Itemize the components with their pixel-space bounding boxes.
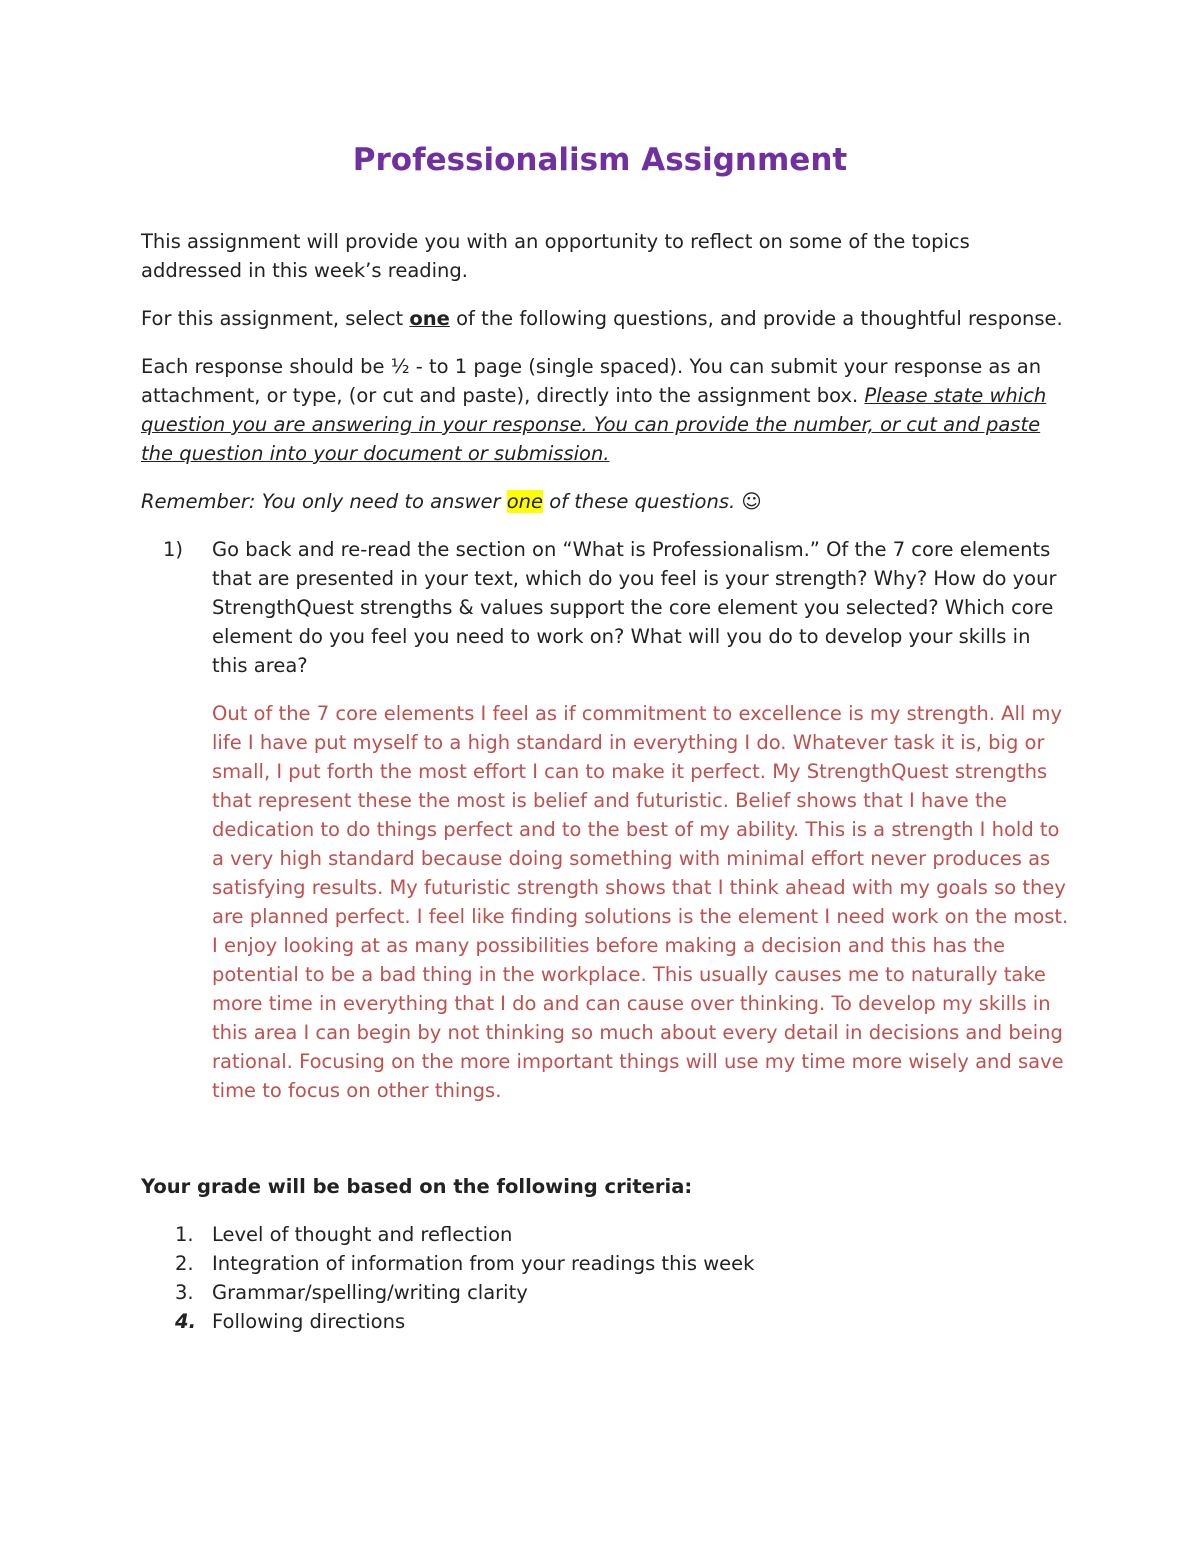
select-text-after: of the following questions, and provide a thoughtful response. xyxy=(449,307,1063,330)
criteria-item xyxy=(141,1278,1071,1307)
page-title: Professionalism Assignment xyxy=(352,142,848,178)
remember-paragraph xyxy=(141,487,1071,516)
document-body xyxy=(141,227,1071,1336)
question-item xyxy=(141,535,1071,680)
remember-highlight: one xyxy=(506,490,544,513)
length-text: Each response should be ½ - to 1 page (single spaced). You can submit your response as an attachment, or type, (or cut and paste), directly into the assignment box. xyxy=(141,355,1042,407)
criteria-number: 4. xyxy=(175,1310,196,1333)
criteria-number: 1. xyxy=(175,1223,194,1246)
criteria-text: Integration of information from your readings this week xyxy=(212,1252,755,1275)
length-instruction: Please state which question you are answering in your response. You can provide the number, or cut and paste the question into your document or submission. xyxy=(141,384,1047,465)
criteria-number: 2. xyxy=(175,1252,194,1275)
select-paragraph xyxy=(141,304,1071,333)
question-list xyxy=(141,535,1071,680)
question-number: 1) xyxy=(163,538,184,561)
criteria-item xyxy=(141,1249,1071,1278)
answer-paragraph: Out of the 7 core elements I feel as if commitment to excellence is my strength. All my life I have put myself to a high standard in everything I do. Whatever task it is, big or small, I put forth the most effort I can to make it perfect. My StrengthQuest strengths that represent these the most is belief and futuristic. Belief shows that I have the dedication to do things perfect and to the best of my ability. This is a strength I hold to a very high standard because doing something with minimal effort never produces as satisfying results. My futuristic strength shows that I think ahead with my goals so they are planned perfect. I feel like finding solutions is the element I need work on the most. I enjoy looking at as many possibilities before making a decision and this has the potential to be a bad thing in the workplace. This usually causes me to naturally take more time in everything that I do and can cause over thinking. To develop my skills in this area I can begin by not thinking so much about every detail in decisions and being rational. Focusing on the more important things will use my time more wisely and save time to focus on other things. xyxy=(212,702,1069,1102)
select-text-before: For this assignment, select xyxy=(141,307,410,330)
criteria-text: Level of thought and reflection xyxy=(212,1223,513,1246)
criteria-heading: Your grade will be based on the following criteria: xyxy=(141,1175,693,1198)
remember-text-after: of these questions. ☺ xyxy=(543,490,762,513)
select-emphasis: one xyxy=(409,307,450,330)
criteria-item xyxy=(141,1307,1071,1336)
criteria-list xyxy=(141,1220,1071,1336)
length-paragraph xyxy=(141,352,1071,468)
criteria-text: Following directions xyxy=(212,1310,406,1333)
criteria-text: Grammar/spelling/writing clarity xyxy=(212,1281,528,1304)
criteria-item xyxy=(141,1220,1071,1249)
intro-paragraph: This assignment will provide you with an opportunity to reflect on some of the topics addressed in this week’s reading. xyxy=(141,230,970,282)
remember-text-before: Remember: You only need to answer xyxy=(141,490,507,513)
criteria-number: 3. xyxy=(175,1281,194,1304)
question-text: Go back and re-read the section on “What is Professionalism.” Of the 7 core elements that are presented in your text, which do you feel is your strength? Why? How do your StrengthQuest strengths & values support the core element you selected? Which core element do you feel you need to work on? What will you do to develop your skills in this area? xyxy=(212,538,1057,677)
